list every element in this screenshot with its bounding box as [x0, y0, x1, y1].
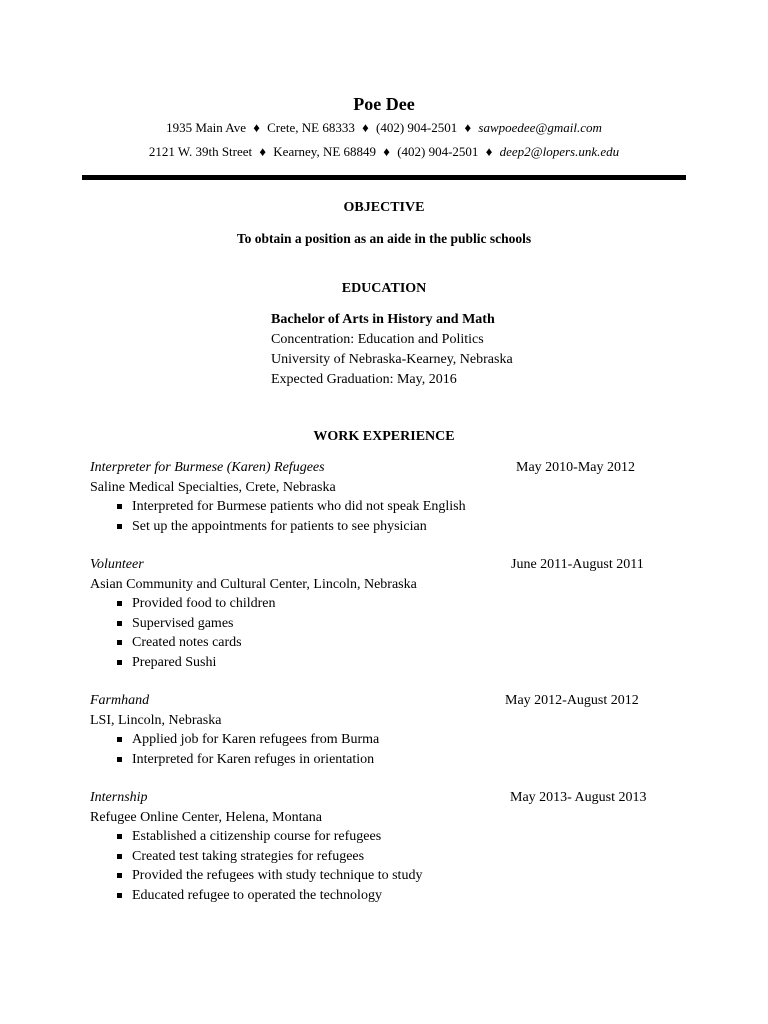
city-state-zip: Kearney, NE 68849 — [273, 144, 377, 159]
job-organization: Refugee Online Center, Helena, Montana — [90, 809, 322, 825]
list-item: Provided food to children — [90, 594, 670, 614]
job-duties — [90, 827, 670, 905]
diamond-separator-icon: ♦ — [485, 144, 493, 159]
job-entry — [90, 691, 670, 769]
list-item: Applied job for Karen refugees from Burma — [90, 730, 670, 750]
job-duties — [90, 497, 670, 536]
list-item: Provided the refugees with study technique to study — [90, 866, 670, 886]
list-item: Prepared Sushi — [90, 653, 670, 673]
phone-number: (402) 904-2501 — [397, 144, 479, 159]
job-organization: Saline Medical Specialties, Crete, Nebraska — [90, 479, 336, 495]
email-link[interactable]: sawpoedee@gmail.com — [478, 120, 602, 135]
job-entry — [90, 788, 670, 905]
phone-number: (402) 904-2501 — [376, 120, 458, 135]
objective-text: To obtain a position as an aide in the public schools — [236, 231, 532, 246]
diamond-separator-icon: ♦ — [362, 120, 369, 135]
list-item: Educated refugee to operated the technology — [90, 886, 670, 906]
job-title: Farmhand — [90, 693, 150, 708]
education-block — [271, 310, 513, 390]
list-item: Interpreted for Karen refuges in orientation — [90, 750, 670, 770]
city-state-zip: Crete, NE 68333 — [267, 120, 355, 135]
job-organization: LSI, Lincoln, Nebraska — [90, 712, 222, 728]
contact-line-2 — [0, 143, 768, 161]
diamond-separator-icon: ♦ — [464, 120, 472, 135]
job-title: Volunteer — [90, 557, 144, 572]
job-duties — [90, 594, 670, 672]
job-title: Internship — [90, 790, 148, 805]
list-item: Interpreted for Burmese patients who did not speak English — [90, 497, 670, 517]
list-item: Created test taking strategies for refugees — [90, 847, 670, 867]
objective-heading: OBJECTIVE — [343, 200, 425, 215]
list-item: Created notes cards — [90, 633, 670, 653]
degree: Bachelor of Arts in History and Math — [271, 312, 495, 327]
job-duties — [90, 730, 670, 769]
job-organization: Asian Community and Cultural Center, Lincoln, Nebraska — [90, 576, 417, 592]
candidate-name: Poe Dee — [353, 94, 415, 114]
header-divider — [82, 175, 686, 180]
list-item: Established a citizenship course for refugees — [90, 827, 670, 847]
diamond-separator-icon: ♦ — [253, 120, 260, 135]
graduation: Expected Graduation: May, 2016 — [271, 372, 457, 387]
concentration: Concentration: Education and Politics — [271, 332, 484, 347]
school: University of Nebraska-Kearney, Nebraska — [271, 352, 513, 367]
email-link[interactable]: deep2@lopers.unk.edu — [499, 144, 620, 159]
diamond-separator-icon: ♦ — [259, 144, 267, 159]
job-dates: May 2010-May 2012 — [516, 460, 635, 475]
job-entry — [90, 458, 670, 536]
diamond-separator-icon: ♦ — [383, 144, 390, 159]
work-experience-heading: WORK EXPERIENCE — [313, 429, 455, 444]
street-address: 2121 W. 39th Street — [148, 144, 253, 159]
education-heading: EDUCATION — [341, 281, 427, 296]
street-address: 1935 Main Ave — [166, 120, 246, 135]
job-entry — [90, 555, 670, 672]
list-item: Supervised games — [90, 614, 670, 634]
contact-line-1 — [0, 119, 768, 137]
job-dates: May 2012-August 2012 — [505, 693, 639, 708]
job-title: Interpreter for Burmese (Karen) Refugees — [90, 460, 325, 475]
job-dates: May 2013- August 2013 — [510, 790, 647, 805]
job-dates: June 2011-August 2011 — [511, 557, 644, 572]
list-item: Set up the appointments for patients to see physician — [90, 517, 670, 537]
